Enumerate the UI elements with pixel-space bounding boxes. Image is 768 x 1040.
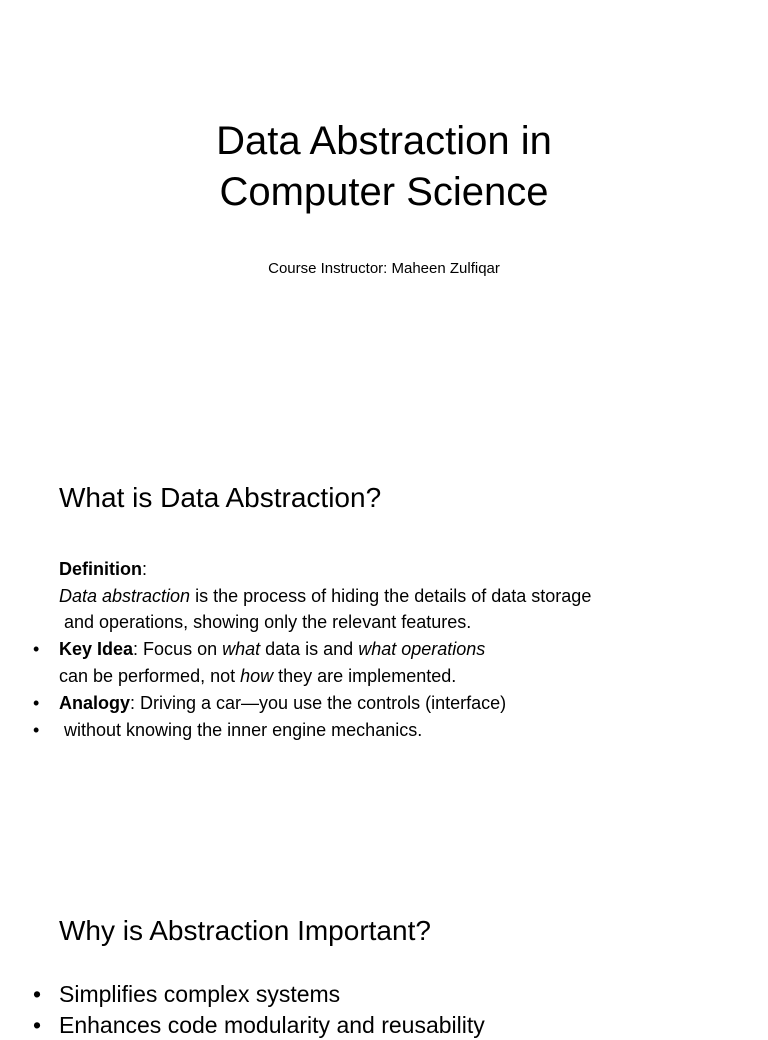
definition-label: Definition [59, 559, 142, 579]
analogy-line-2: without knowing the inner engine mechanics. [59, 720, 423, 740]
bullet-dot-analogy: • [33, 693, 40, 713]
bullet-simplifies: Simplifies complex systems [59, 981, 341, 1007]
course-instructor-subtitle: Course Instructor: Maheen Zulfiqar [268, 260, 500, 277]
key-idea-text-c: can be performed, not [59, 666, 241, 686]
key-idea-text-b: data is and [260, 639, 359, 659]
slide-title-line-1: Data Abstraction in [216, 119, 552, 163]
key-idea-what: what [222, 639, 261, 659]
analogy-text: : Driving a car—you use the controls (interface) [130, 693, 507, 713]
bullet-dot-1: • [33, 981, 42, 1007]
definition-text-line-2: and operations, showing only the relevant features. [59, 612, 472, 632]
key-idea-how: how [240, 666, 274, 686]
key-idea-line-1 [59, 637, 485, 661]
key-idea-line-2 [59, 664, 456, 688]
key-idea-text-d: they are implemented. [273, 666, 457, 686]
definition-line [59, 557, 147, 581]
definition-text-line-1 [59, 584, 591, 608]
definition-term: Data abstraction [59, 586, 191, 606]
bullet-dot-analogy-cont: • [33, 720, 40, 740]
bullet-modularity: Enhances code modularity and reusability [59, 1012, 485, 1038]
analogy-line-1 [59, 691, 506, 715]
key-idea-text-a: : Focus on [133, 639, 223, 659]
analogy-label: Analogy [59, 693, 131, 713]
key-idea-label: Key Idea [59, 639, 134, 659]
definition-colon: : [142, 559, 148, 579]
section-heading-what-is: What is Data Abstraction? [59, 482, 382, 513]
section-heading-why-important: Why is Abstraction Important? [59, 915, 431, 946]
slide-title-line-2: Computer Science [219, 170, 549, 214]
definition-text: is the process of hiding the details of data storage [190, 586, 592, 606]
key-idea-what-operations: what operations [358, 639, 486, 659]
bullet-dot-key-idea: • [33, 639, 40, 659]
bullet-dot-2: • [33, 1012, 42, 1038]
